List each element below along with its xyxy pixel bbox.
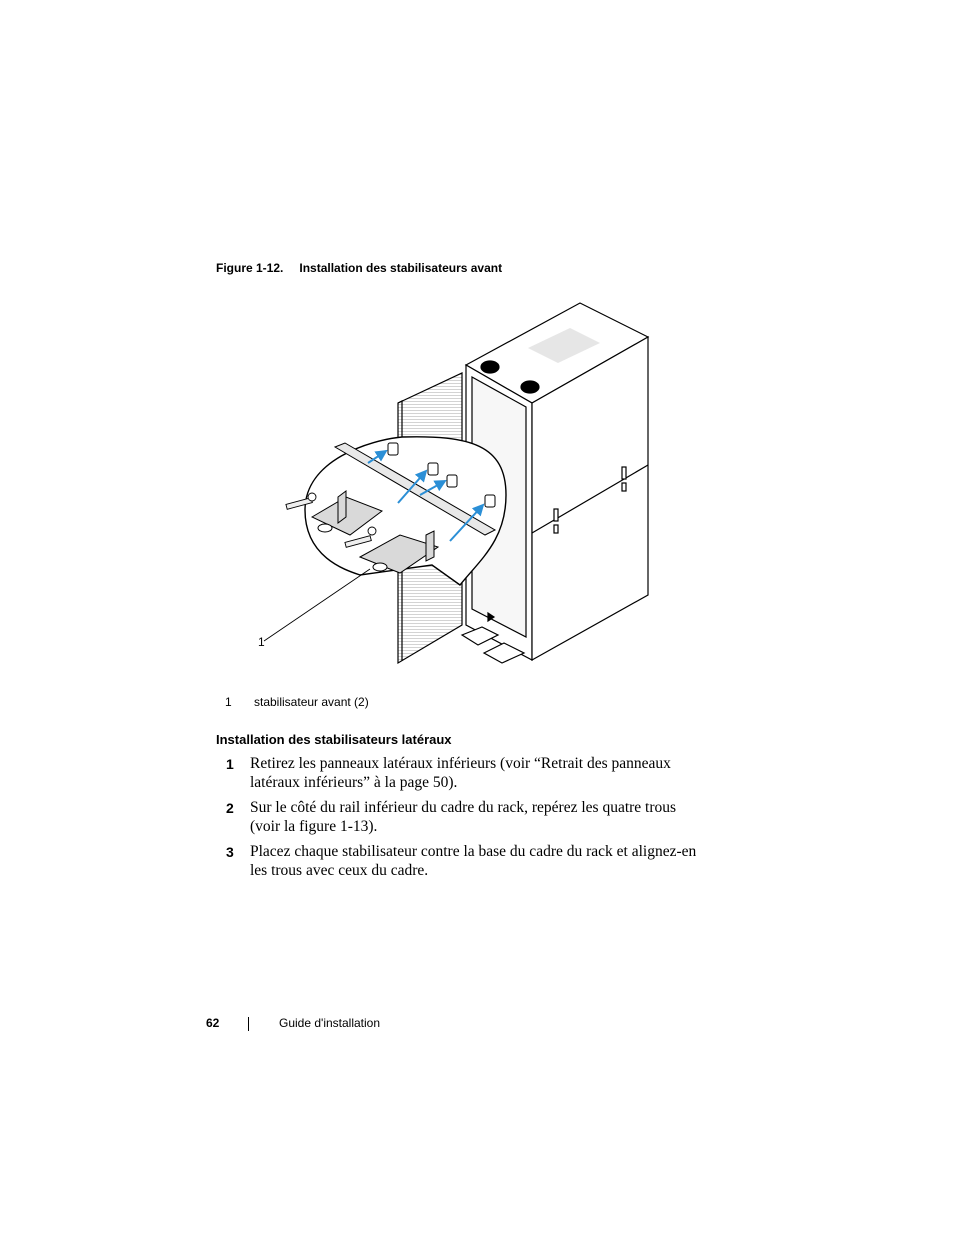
- callout-leader-line: [264, 569, 370, 641]
- step-text: Retirez les panneaux latéraux inférieurs (voir “Retrait des panneaux latéraux inférieurs” à la page 50).: [250, 755, 671, 791]
- section-heading: Installation des stabilisateurs latéraux: [216, 732, 452, 747]
- footer-separator: [248, 1017, 249, 1031]
- callout-number: 1: [258, 635, 265, 649]
- step-number: 3: [226, 844, 234, 860]
- document-title: Guide d'installation: [279, 1016, 381, 1030]
- rack-stabilizer-illustration: [250, 295, 670, 675]
- rack-top-hole: [481, 361, 499, 373]
- rack-top-hole: [521, 381, 539, 393]
- magnified-detail-callout: [286, 437, 506, 585]
- figure-caption: [216, 261, 502, 275]
- step-text: Sur le côté du rail inférieur du cadre du rack, repérez les quatre trous (voir la figure 1-13).: [250, 799, 677, 835]
- step-number: 2: [226, 800, 234, 816]
- step-text: Placez chaque stabilisateur contre la base du cadre du rack et alignez-en les trous avec ceux du cadre.: [250, 843, 697, 879]
- page-number: 62: [206, 1016, 220, 1030]
- figure-title: Installation des stabilisateurs avant: [299, 261, 503, 275]
- legend-text: stabilisateur avant (2): [254, 695, 369, 709]
- legend-number: 1: [225, 695, 232, 709]
- figure-label: Figure 1-12.: [216, 261, 284, 275]
- step-number: 1: [226, 756, 234, 772]
